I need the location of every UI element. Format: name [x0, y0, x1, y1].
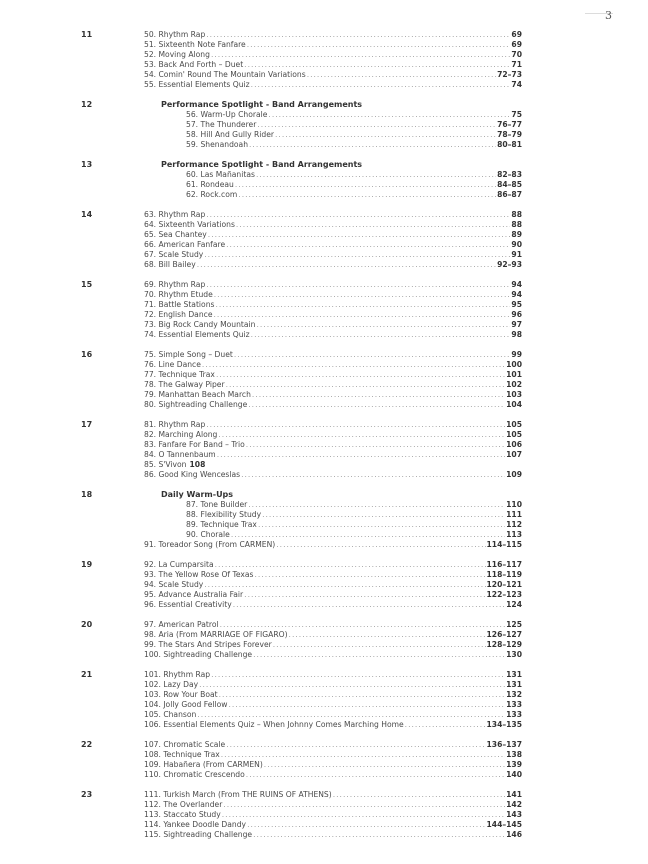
dot-leader [264, 760, 505, 770]
toc-entry[interactable] [144, 830, 522, 840]
lesson-number: 14 [81, 210, 93, 219]
entry-title: 81. Rhythm Rap [144, 420, 206, 429]
toc-entry[interactable] [144, 570, 522, 580]
dot-leader [405, 720, 486, 730]
toc-entry[interactable] [144, 380, 522, 390]
toc-entry[interactable] [144, 260, 522, 270]
entry-page: 99 [511, 350, 522, 359]
dot-leader [333, 790, 505, 800]
entry-page: 132 [506, 690, 522, 699]
entry-title: 99. The Stars And Stripes Forever [144, 640, 272, 649]
toc-entry[interactable] [144, 50, 522, 60]
entry-page: 105 [506, 420, 522, 429]
entry-page: 109 [506, 470, 522, 479]
entry-title: 95. Advance Australia Fair [144, 590, 244, 599]
toc-entry[interactable] [144, 310, 522, 320]
entry-page: 130 [506, 650, 522, 659]
dot-leader [251, 330, 511, 340]
dot-leader [206, 210, 510, 220]
entry-page: 133 [506, 700, 522, 709]
entry-page: 98 [511, 330, 522, 339]
entry-title: 98. Aria (From MARRIAGE OF FIGARO) [144, 630, 288, 639]
toc-entry[interactable] [144, 30, 522, 40]
dot-leader [273, 640, 486, 650]
toc-entry[interactable] [144, 240, 522, 250]
entry-title: 60. Las Mañanitas [186, 170, 255, 179]
dot-leader [249, 140, 496, 150]
toc-entry[interactable] [144, 670, 522, 680]
entry-page: 101 [506, 370, 522, 379]
lesson-number: 22 [81, 740, 93, 749]
entry-page: 94 [511, 280, 522, 289]
toc-entry[interactable] [144, 640, 522, 650]
entry-page: 95 [511, 300, 522, 309]
entry-title: 102. Lazy Day [144, 680, 199, 689]
entry-title: 80. Sightreading Challenge [144, 400, 248, 409]
entry-page: 96 [511, 310, 522, 319]
toc-entry[interactable] [144, 390, 522, 400]
entry-title: 72. English Dance [144, 310, 213, 319]
toc-entry[interactable] [144, 460, 522, 470]
dot-leader [253, 830, 505, 840]
dot-leader [222, 810, 505, 820]
dot-leader [247, 820, 485, 830]
entry-title: 69. Rhythm Rap [144, 280, 206, 289]
entry-page: 88 [511, 210, 522, 219]
entry-title: 74. Essential Elements Quiz [144, 330, 250, 339]
entry-page: 105 [506, 430, 522, 439]
dot-leader [244, 590, 485, 600]
toc-entry[interactable] [144, 680, 522, 690]
entry-title: 87. Tone Builder [186, 500, 248, 509]
entry-title: 70. Rhythm Etude [144, 290, 213, 299]
lesson-number: 13 [81, 160, 93, 169]
entry-title: 76. Line Dance [144, 360, 201, 369]
entry-title: 93. The Yellow Rose Of Texas [144, 570, 254, 579]
toc-entry[interactable] [144, 210, 522, 220]
entry-page: 141 [506, 790, 522, 799]
toc-entry[interactable] [186, 110, 522, 120]
toc-entry[interactable] [144, 290, 522, 300]
entry-title: 107. Chromatic Scale [144, 740, 226, 749]
dot-leader [289, 630, 486, 640]
entry-title: 58. Hill And Gully Rider [186, 130, 275, 139]
entry-title: 63. Rhythm Rap [144, 210, 206, 219]
lesson-group [0, 30, 648, 90]
toc-entry[interactable] [144, 770, 522, 780]
entry-page: 143 [506, 810, 522, 819]
lesson-group [0, 490, 648, 550]
dot-leader [197, 260, 496, 270]
entry-title: 90. Chorale [186, 530, 230, 539]
entry-title: 103. Row Your Boat [144, 690, 218, 699]
toc-entry[interactable] [186, 180, 522, 190]
entry-title: 106. Essential Elements Quiz – When Johnny Comes Marching Home [144, 720, 404, 729]
lesson-group [0, 670, 648, 730]
entry-title: 105. Chanson [144, 710, 197, 719]
dot-leader [236, 220, 511, 230]
dot-leader [199, 680, 505, 690]
entry-page: 134–135 [486, 720, 522, 729]
dot-leader [246, 440, 505, 450]
toc-entry[interactable] [144, 720, 522, 730]
entry-page: 72–73 [497, 70, 522, 79]
dot-leader [226, 740, 485, 750]
toc-entry[interactable] [144, 300, 522, 310]
entry-title: 68. Bill Bailey [144, 260, 196, 269]
toc-entry[interactable] [144, 450, 522, 460]
entry-title: 82. Marching Along [144, 430, 218, 439]
entry-title: 100. Sightreading Challenge [144, 650, 253, 659]
entry-page: 75 [511, 110, 522, 119]
entry-page: 142 [506, 800, 522, 809]
toc-entry[interactable] [144, 250, 522, 260]
entry-title: 92. La Cumparsita [144, 560, 214, 569]
dot-leader [211, 50, 510, 60]
dot-leader [248, 400, 505, 410]
entry-page: 82–83 [497, 170, 522, 179]
page-number: 3 [605, 9, 612, 22]
entry-title: 66. American Fanfare [144, 240, 226, 249]
dot-leader [238, 190, 496, 200]
entry-title: 84. O Tannenbaum [144, 450, 216, 459]
entry-title: 51. Sixteenth Note Fanfare [144, 40, 246, 49]
lesson-number: 12 [81, 100, 93, 109]
toc-entry[interactable] [144, 700, 522, 710]
toc-entry[interactable] [186, 130, 522, 140]
dot-leader [206, 280, 510, 290]
entry-page: 144–145 [486, 820, 522, 829]
entry-page: 131 [506, 670, 522, 679]
entry-page: 74 [511, 80, 522, 89]
entry-page: 146 [506, 830, 522, 839]
entry-title: 62. Rock.com [186, 190, 238, 199]
toc-entry[interactable] [144, 540, 522, 550]
entry-page: 76–77 [497, 120, 522, 129]
entry-title: 101. Rhythm Rap [144, 670, 211, 679]
entry-page: 140 [506, 770, 522, 779]
dot-leader [247, 40, 511, 50]
entry-title: 109. Habañera (From CARMEN) [144, 760, 263, 769]
toc-entry[interactable] [144, 810, 522, 820]
dot-leader [226, 380, 506, 390]
entry-title: 96. Essential Creativity [144, 600, 232, 609]
entry-page: 112 [506, 520, 522, 529]
toc-entry[interactable] [144, 750, 522, 760]
entry-page: 69 [511, 30, 522, 39]
section-title: Performance Spotlight - Band Arrangements [161, 100, 363, 109]
lesson-group [0, 210, 648, 270]
toc-entry[interactable] [144, 820, 522, 830]
entry-page: 136–137 [486, 740, 522, 749]
entry-title: 85. S'Vivon [144, 460, 187, 469]
entry-page: 108 [189, 460, 206, 469]
toc-entry[interactable] [144, 580, 522, 590]
entry-page: 100 [506, 360, 522, 369]
toc-entry[interactable] [144, 690, 522, 700]
entry-title: 52. Moving Along [144, 50, 210, 59]
toc-entry[interactable] [144, 620, 522, 630]
toc-entry[interactable] [144, 790, 522, 800]
entry-title: 61. Rondeau [186, 180, 234, 189]
dot-leader [233, 600, 505, 610]
entry-page: 113 [506, 530, 522, 539]
lesson-group [0, 420, 648, 480]
entry-page: 125 [506, 620, 522, 629]
entry-title: 57. The Thunderer [186, 120, 257, 129]
toc-entry[interactable] [144, 60, 522, 70]
entry-title: 89. Technique Trax [186, 520, 257, 529]
dot-leader [223, 800, 505, 810]
lesson-group [0, 560, 648, 610]
dot-leader [262, 510, 505, 520]
toc-entry[interactable] [144, 70, 522, 80]
toc-entry[interactable] [186, 510, 522, 520]
dot-leader [202, 360, 505, 370]
dot-leader [220, 620, 506, 630]
toc-entry[interactable] [144, 230, 522, 240]
toc-entry[interactable] [144, 560, 522, 570]
dot-leader [197, 710, 505, 720]
entry-title: 50. Rhythm Rap [144, 30, 206, 39]
toc-entry[interactable] [144, 600, 522, 610]
dot-leader [234, 350, 511, 360]
entry-page: 97 [511, 320, 522, 329]
entry-title: 78. The Galway Piper [144, 380, 225, 389]
lesson-number: 20 [81, 620, 93, 629]
toc-entry[interactable] [144, 590, 522, 600]
entry-title: 104. Jolly Good Fellow [144, 700, 228, 709]
table-of-contents [0, 30, 648, 850]
entry-page: 122–123 [486, 590, 522, 599]
dot-leader [268, 110, 510, 120]
entry-title: 112. The Overlander [144, 800, 223, 809]
dot-leader [235, 180, 496, 190]
entry-title: 53. Back And Forth – Duet [144, 60, 244, 69]
entry-title: 75. Simple Song – Duet [144, 350, 233, 359]
dot-leader [253, 650, 505, 660]
toc-entry[interactable] [186, 140, 522, 150]
lesson-group [0, 350, 648, 410]
toc-entry[interactable] [144, 630, 522, 640]
dot-leader [216, 370, 505, 380]
toc-entry[interactable] [186, 120, 522, 130]
entry-title: 55. Essential Elements Quiz [144, 80, 250, 89]
entry-page: 110 [506, 500, 522, 509]
toc-entry[interactable] [144, 320, 522, 330]
entry-page: 84–85 [497, 180, 522, 189]
entry-page: 118–119 [486, 570, 522, 579]
entry-page: 104 [506, 400, 522, 409]
dot-leader [307, 70, 496, 80]
dot-leader [257, 120, 496, 130]
dot-leader [204, 250, 510, 260]
lesson-group [0, 620, 648, 660]
lesson-group [0, 160, 648, 200]
dot-leader [275, 130, 496, 140]
entry-page: 124 [506, 600, 522, 609]
dot-leader [246, 770, 505, 780]
dot-leader [255, 570, 486, 580]
dot-leader [214, 290, 511, 300]
entry-title: 88. Flexibility Study [186, 510, 262, 519]
entry-page: 103 [506, 390, 522, 399]
entry-page: 92–93 [497, 260, 522, 269]
entry-page: 94 [511, 290, 522, 299]
dot-leader [214, 310, 511, 320]
entry-title: 113. Staccato Study [144, 810, 221, 819]
lesson-group [0, 790, 648, 840]
entry-title: 115. Sightreading Challenge [144, 830, 253, 839]
entry-page: 128–129 [486, 640, 522, 649]
entry-title: 83. Fanfare For Band – Trio [144, 440, 245, 449]
dot-leader [251, 80, 511, 90]
toc-entry[interactable] [144, 280, 522, 290]
entry-page: 70 [511, 50, 522, 59]
entry-title: 79. Manhattan Beach March [144, 390, 251, 399]
entry-page: 69 [511, 40, 522, 49]
entry-page: 78–79 [497, 130, 522, 139]
entry-page: 126–127 [486, 630, 522, 639]
toc-entry[interactable] [144, 760, 522, 770]
entry-title: 97. American Patrol [144, 620, 219, 629]
toc-entry[interactable] [144, 220, 522, 230]
dot-leader [206, 420, 505, 430]
dot-leader [257, 320, 511, 330]
entry-page: 111 [506, 510, 522, 519]
lesson-number: 23 [81, 790, 93, 799]
toc-entry[interactable] [186, 190, 522, 200]
entry-page: 116–117 [486, 560, 522, 569]
toc-entry[interactable] [144, 40, 522, 50]
dot-leader [206, 30, 510, 40]
toc-entry[interactable] [144, 430, 522, 440]
entry-page: 90 [511, 240, 522, 249]
dot-leader [258, 520, 505, 530]
entry-page: 89 [511, 230, 522, 239]
toc-entry[interactable] [186, 500, 522, 510]
entry-page: 131 [506, 680, 522, 689]
entry-title: 59. Shenandoah [186, 140, 249, 149]
dot-leader [217, 450, 505, 460]
lesson-number: 21 [81, 670, 93, 679]
entry-title: 110. Chromatic Crescendo [144, 770, 245, 779]
section-title: Daily Warm-Ups [161, 490, 234, 499]
entry-page: 102 [506, 380, 522, 389]
dot-leader [221, 750, 505, 760]
toc-entry[interactable] [144, 370, 522, 380]
entry-page: 114–115 [486, 540, 522, 549]
toc-entry[interactable] [144, 80, 522, 90]
entry-title: 114. Yankee Doodle Dandy [144, 820, 247, 829]
entry-page: 88 [511, 220, 522, 229]
entry-page: 86–87 [497, 190, 522, 199]
dot-leader [211, 670, 505, 680]
entry-page: 106 [506, 440, 522, 449]
entry-title: 56. Warm-Up Chorale [186, 110, 268, 119]
dot-leader [226, 240, 510, 250]
toc-entry[interactable] [144, 360, 522, 370]
lesson-number: 19 [81, 560, 93, 569]
dot-leader [252, 390, 505, 400]
entry-title: 64. Sixteenth Variations [144, 220, 235, 229]
entry-title: 67. Scale Study [144, 250, 204, 259]
toc-entry[interactable] [144, 440, 522, 450]
toc-entry[interactable] [186, 520, 522, 530]
toc-entry[interactable] [144, 800, 522, 810]
toc-entry[interactable] [144, 350, 522, 360]
dot-leader [276, 540, 485, 550]
toc-entry[interactable] [144, 650, 522, 660]
toc-entry[interactable] [186, 530, 522, 540]
dot-leader [215, 300, 510, 310]
dot-leader [241, 470, 505, 480]
entry-title: 77. Technique Trax [144, 370, 215, 379]
entry-title: 73. Big Rock Candy Mountain [144, 320, 256, 329]
dot-leader [215, 560, 486, 570]
entry-page: 107 [506, 450, 522, 459]
dot-leader [244, 60, 510, 70]
entry-page: 139 [506, 760, 522, 769]
entry-title: 91. Toreador Song (From CARMEN) [144, 540, 276, 549]
lesson-group [0, 740, 648, 780]
entry-page: 91 [511, 250, 522, 259]
entry-title: 111. Turkish March (From THE RUINS OF ATHENS) [144, 790, 332, 799]
lesson-number: 16 [81, 350, 93, 359]
entry-page: 120–121 [486, 580, 522, 589]
entry-page: 133 [506, 710, 522, 719]
lesson-number: 15 [81, 280, 93, 289]
dot-leader [219, 690, 506, 700]
section-title: Performance Spotlight - Band Arrangements [161, 160, 363, 169]
dot-leader [204, 580, 485, 590]
toc-entry[interactable] [186, 170, 522, 180]
toc-entry[interactable] [144, 330, 522, 340]
dot-leader [256, 170, 496, 180]
toc-entry[interactable] [144, 470, 522, 480]
entry-page: 80–81 [497, 140, 522, 149]
entry-title: 71. Battle Stations [144, 300, 215, 309]
entry-page: 138 [506, 750, 522, 759]
dot-leader [208, 230, 511, 240]
lesson-number: 17 [81, 420, 93, 429]
dot-leader [228, 700, 505, 710]
entry-title: 65. Sea Chantey [144, 230, 207, 239]
dot-leader [248, 500, 505, 510]
toc-entry[interactable] [144, 740, 522, 750]
toc-entry[interactable] [144, 710, 522, 720]
lesson-number: 18 [81, 490, 93, 499]
entry-title: 86. Good King Wenceslas [144, 470, 241, 479]
dot-leader [231, 530, 505, 540]
entry-title: 94. Scale Study [144, 580, 204, 589]
entry-page: 71 [511, 60, 522, 69]
entry-title: 108. Technique Trax [144, 750, 220, 759]
lesson-number: 11 [81, 30, 93, 39]
dot-leader [218, 430, 505, 440]
entry-title: 54. Comin' Round The Mountain Variations [144, 70, 306, 79]
toc-entry[interactable] [144, 400, 522, 410]
toc-entry[interactable] [144, 420, 522, 430]
lesson-group [0, 100, 648, 150]
lesson-group [0, 280, 648, 340]
